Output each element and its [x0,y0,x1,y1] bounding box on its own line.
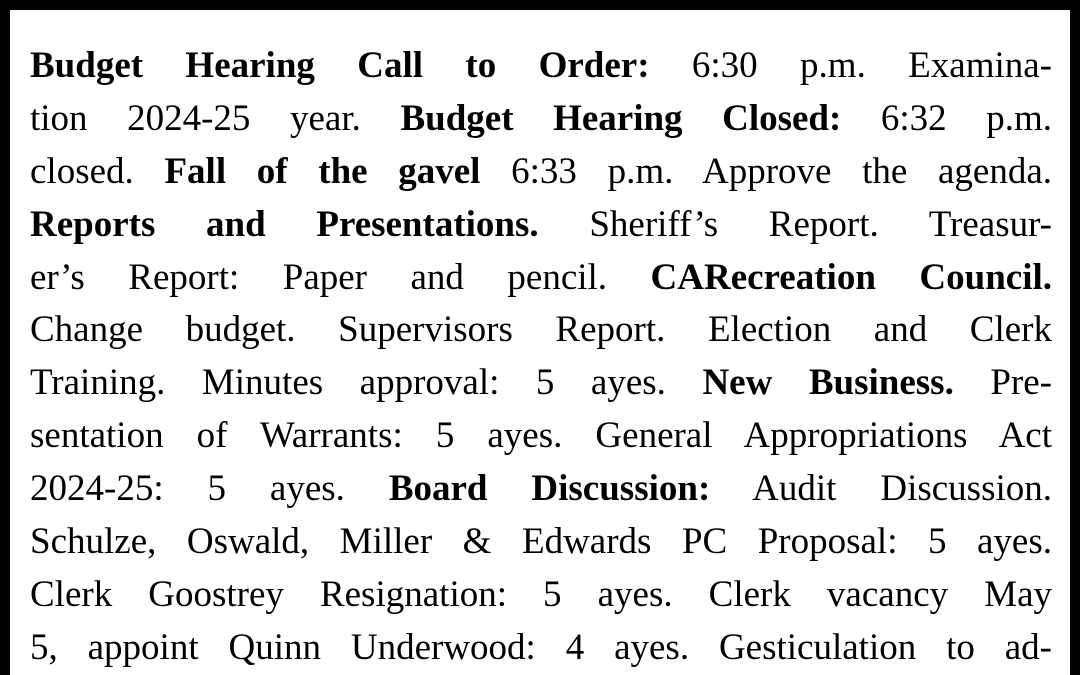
bold-heading: New Business. [702,362,954,404]
notice-line [30,146,1052,199]
bold-heading: Budget Hearing Closed: [400,97,842,139]
body-text: 6:32 p.m. [841,97,1053,139]
body-text: Sheriff’s Report. Treasur- [538,203,1052,245]
notice-line [30,40,1052,93]
notice-line [30,622,1052,675]
body-text: er’s Report: Paper and pencil. [30,256,651,298]
body-text: Change budget. Supervisors Report. Election and Clerk [30,309,1052,351]
bold-heading: Fall of the gavel [164,150,481,192]
bold-heading: CARecreation Council. [650,256,1053,298]
body-text: 2024-25: 5 ayes. [30,468,389,510]
body-text: tion 2024-25 year. [30,97,401,139]
notice-line [30,569,1052,622]
body-text: 6:30 p.m. Examina- [649,45,1053,86]
notice-line [30,516,1052,569]
notice-line [30,93,1052,146]
bold-heading: Board Discussion: [388,468,711,510]
notice-body [30,40,1052,675]
notice-line [30,199,1052,252]
body-text: sentation of Warrants: 5 ayes. General Appropriations Act [30,415,1052,457]
body-text: Clerk Goostrey Resignation: 5 ayes. Clerk vacancy May [30,573,1052,615]
body-text: 6:33 p.m. Approve the agenda. [480,150,1053,192]
body-text: 5, appoint Quinn Underwood: 4 ayes. Gesticulation to ad- [30,626,1052,668]
body-text: Pre- [953,362,1052,404]
body-text: Training. Minutes approval: 5 ayes. [30,362,703,404]
bold-heading: Reports and Presentations. [30,203,539,245]
notice-line [30,410,1052,463]
notice-line [30,357,1052,410]
notice-line [30,463,1052,516]
bold-heading: Budget Hearing Call to Order: [30,45,650,86]
notice-line [30,304,1052,357]
body-text: closed. [30,150,165,192]
body-text: Audit Discussion. [710,468,1052,510]
notice-line [30,252,1052,305]
body-text: Schulze, Oswald, Miller & Edwards PC Proposal: 5 ayes. [30,521,1052,563]
